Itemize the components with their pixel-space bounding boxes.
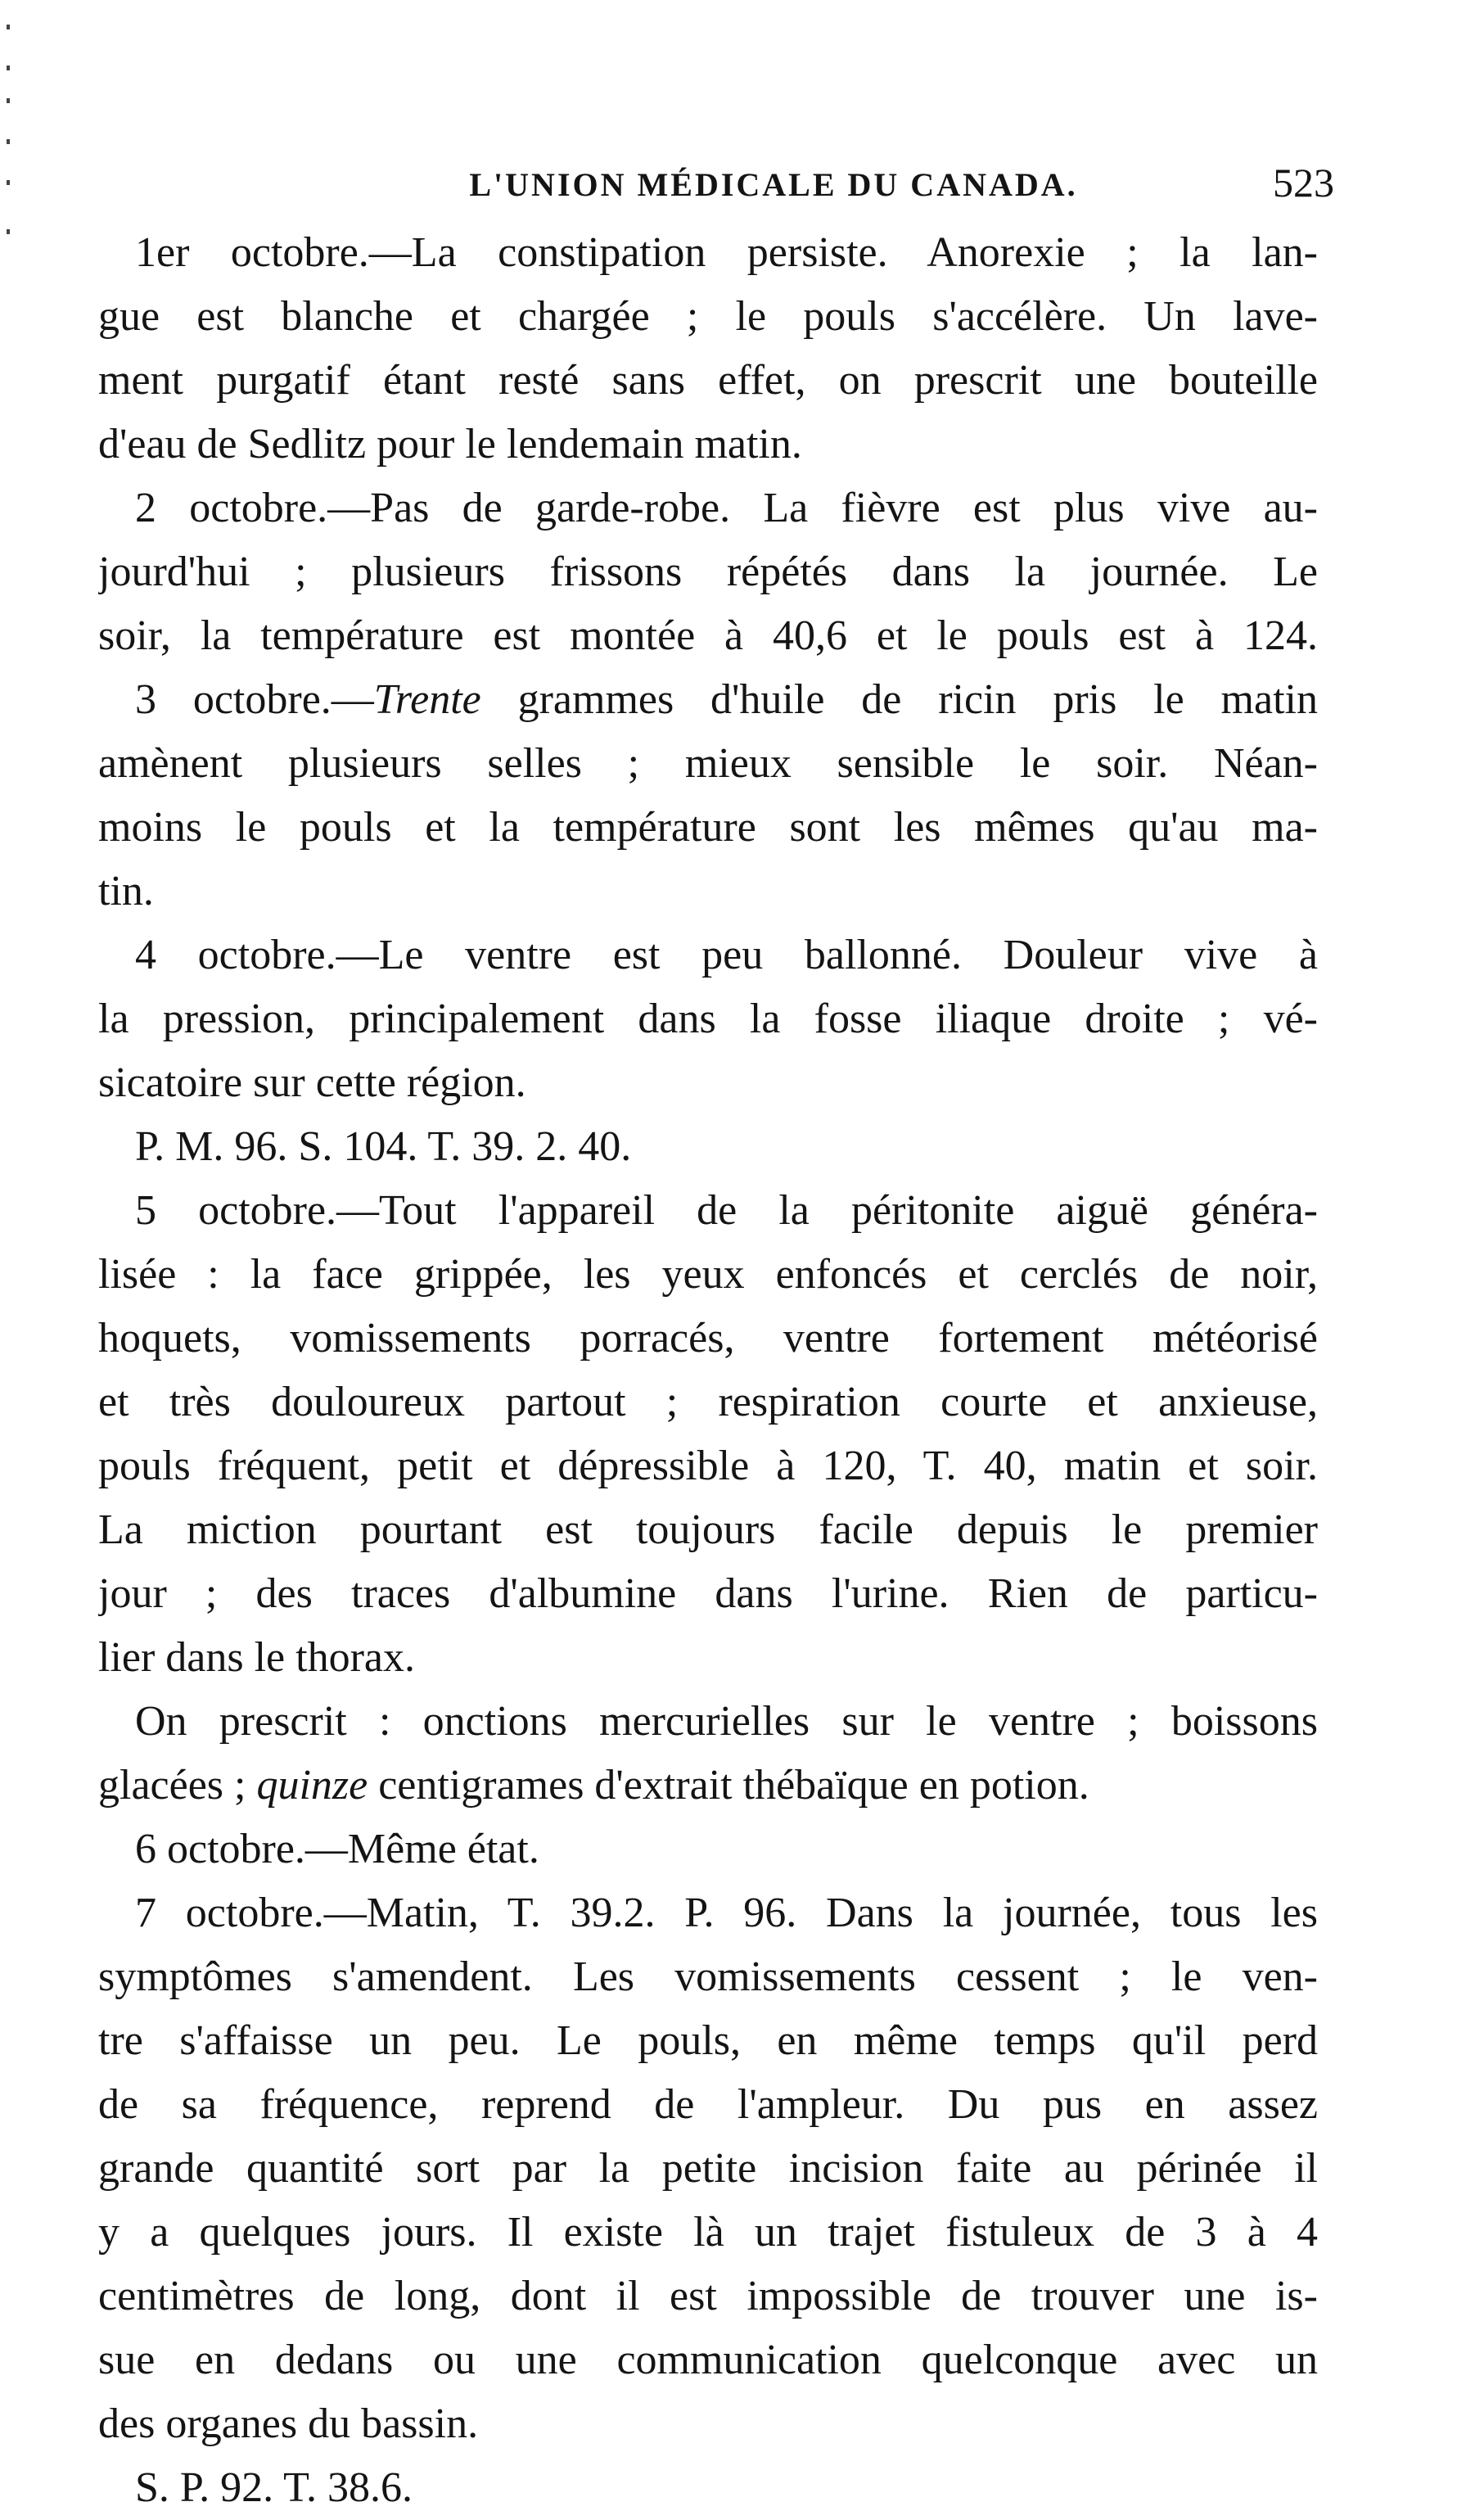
text-line: sicatoire sur cette région. xyxy=(98,1059,526,1106)
text-line: la pression, principalement dans la fosse iliaque droite ; vé- xyxy=(98,996,1318,1042)
text-line: 7 octobre.—Matin, T. 39.2. P. 96. Dans la journée, tous les xyxy=(135,1890,1318,1936)
text-line: gue est blanche et chargée ; le pouls s'accélère. Un lave- xyxy=(98,293,1318,340)
text-line: On prescrit : onctions mercurielles sur le ventre ; boissons xyxy=(135,1698,1318,1745)
text-line: jour ; des traces d'albumine dans l'urine. Rien de particu- xyxy=(98,1570,1318,1617)
text-line: d'eau de Sedlitz pour le lendemain matin. xyxy=(98,421,802,467)
text-line: de sa fréquence, reprend de l'ampleur. Du pus en assez xyxy=(98,2081,1318,2128)
text-line: y a quelques jours. Il existe là un trajet fistuleux de 3 à 4 xyxy=(98,2209,1318,2256)
running-head: L'UNION MÉDICALE DU CANADA. xyxy=(469,166,1078,203)
text-line: pouls fréquent, petit et dépressible à 120, T. 40, matin et soir. xyxy=(98,1443,1318,1489)
line-segment: 3 octobre.— xyxy=(135,676,374,723)
text-line: ment purgatif étant resté sans effet, on prescrit une bouteille xyxy=(98,357,1318,404)
text-line: amènent plusieurs selles ; mieux sensible le soir. Néan- xyxy=(98,740,1318,787)
text-line: 1er octobre.—La constipation persiste. Anorexie ; la lan- xyxy=(135,229,1318,276)
vitals-line: P. M. 96. S. 104. T. 39. 2. 40. xyxy=(135,1123,632,1170)
line-segment: glacées ; xyxy=(98,1762,257,1809)
page-number: 523 xyxy=(1273,160,1334,205)
page-edge-marks xyxy=(3,16,15,262)
text-line: jourd'hui ; plusieurs frissons répétés dans la journée. Le xyxy=(98,549,1318,595)
vitals-line: S. P. 92. T. 38.6. xyxy=(135,2464,413,2511)
text-line: 4 octobre.—Le ventre est peu ballonné. Douleur vive à xyxy=(135,932,1318,978)
text-line xyxy=(98,1754,1318,1818)
text-line: tin. xyxy=(98,868,154,915)
text-line: moins le pouls et la température sont les mêmes qu'au ma- xyxy=(98,804,1318,851)
text-line: tre s'affaisse un peu. Le pouls, en même temps qu'il perd xyxy=(98,2017,1318,2064)
text-line: des organes du bassin. xyxy=(98,2400,479,2447)
text-line: hoquets, vomissements porracés, ventre fortement météorisé xyxy=(98,1315,1318,1362)
text-line: sue en dedans ou une communication quelconque avec un xyxy=(98,2337,1318,2383)
text-line: 2 octobre.—Pas de garde-robe. La fièvre est plus vive au- xyxy=(135,485,1318,531)
line-segment: grammes d'huile de ricin pris le matin xyxy=(480,676,1318,723)
text-line: grande quantité sort par la petite incision faite au périnée il xyxy=(98,2145,1318,2192)
text-line: 6 octobre.—Même état. xyxy=(135,1826,539,1872)
text-line: symptômes s'amendent. Les vomissements cessent ; le ven- xyxy=(98,1953,1318,2000)
text-line: et très douloureux partout ; respiration courte et anxieuse, xyxy=(98,1379,1318,1425)
text-line: soir, la température est montée à 40,6 et le pouls est à 124. xyxy=(98,612,1318,659)
text-line: La miction pourtant est toujours facile depuis le premier xyxy=(98,1506,1318,1553)
text-line: lier dans le thorax. xyxy=(98,1634,415,1681)
line-segment: centigrames d'extrait thébaïque en potion. xyxy=(368,1762,1089,1809)
page-body xyxy=(98,221,1318,2520)
italic-word: Trente xyxy=(373,676,481,723)
text-line: centimètres de long, dont il est impossible de trouver une is- xyxy=(98,2273,1318,2319)
text-line xyxy=(98,668,1318,732)
page-header xyxy=(98,152,1334,218)
text-line: 5 octobre.—Tout l'appareil de la péritonite aiguë généra- xyxy=(135,1187,1318,1234)
italic-word: quinze xyxy=(256,1762,368,1809)
text-line: lisée : la face grippée, les yeux enfoncés et cerclés de noir, xyxy=(98,1251,1318,1298)
